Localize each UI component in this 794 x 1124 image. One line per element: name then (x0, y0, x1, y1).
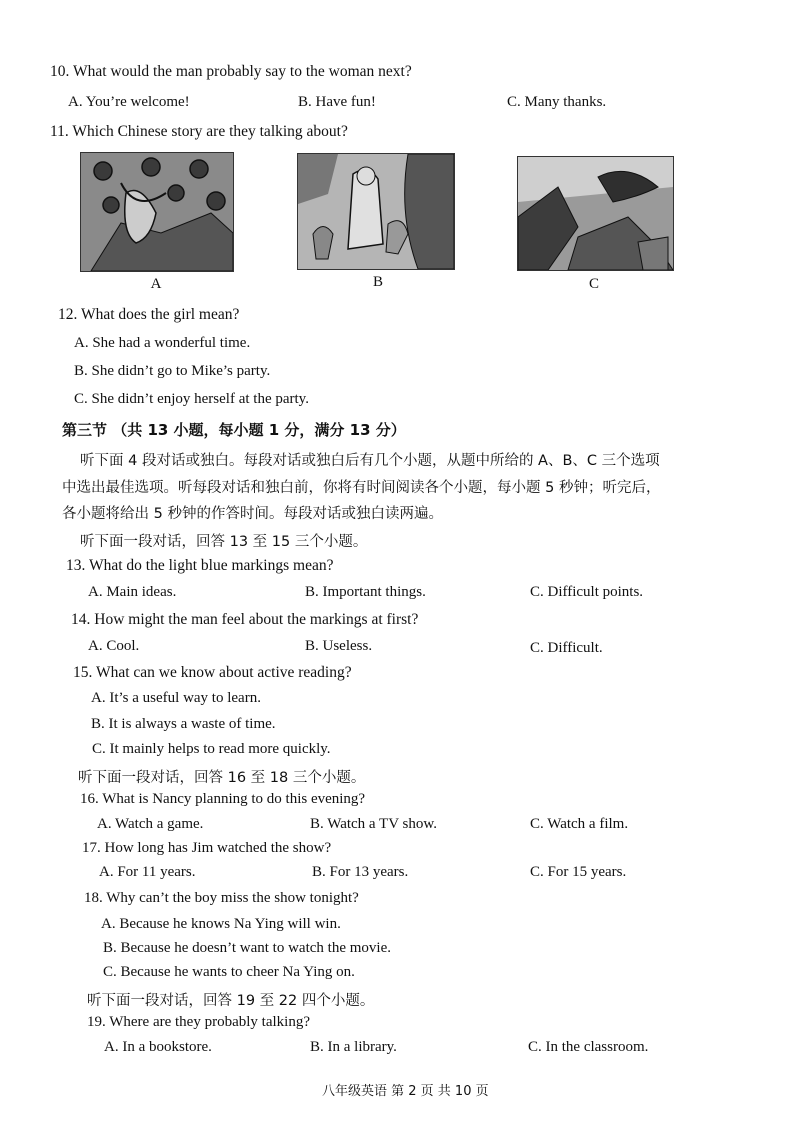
q15-option-a: A. It’s a useful way to learn. (91, 690, 261, 706)
q19-option-b: B. In a library. (310, 1039, 397, 1055)
q19-option-c: C. In the classroom. (528, 1039, 649, 1055)
q17-option-c: C. For 15 years. (530, 864, 627, 880)
q13-option-b: B. Important things. (305, 584, 426, 600)
q16-option-a: A. Watch a game. (97, 816, 204, 832)
picture-a (80, 152, 234, 272)
section-title: 第三节 （共 13 小题，每小题 1 分，满分 13 分） (62, 421, 406, 439)
group-2-instruction: 听下面一段对话，回答 16 至 18 三个小题。 (78, 770, 366, 786)
q15-option-c: C. It mainly helps to read more quickly. (92, 741, 331, 757)
q17-option-b: B. For 13 years. (312, 864, 409, 880)
q16-option-c: C. Watch a film. (530, 816, 629, 832)
q18-option-a: A. Because he knows Na Ying will win. (101, 916, 341, 932)
q18-stem: 18. Why can’t the boy miss the show tonight? (84, 890, 359, 906)
picture-c (517, 156, 674, 271)
instruction-line-1: 听下面 4 段对话或独白。每段对话或独白后有几个小题，从题中所给的 A、B、C 三个选项 (80, 453, 660, 469)
q14-stem: 14. How might the man feel about the markings at first? (71, 611, 419, 628)
q17-stem: 17. How long has Jim watched the show? (82, 840, 332, 856)
q16-stem: 16. What is Nancy planning to do this evening? (80, 791, 366, 807)
q18-option-c: C. Because he wants to cheer Na Ying on. (103, 964, 355, 980)
q12-stem: 12. What does the girl mean? (58, 306, 240, 323)
q10-option-c: C. Many thanks. (507, 94, 607, 110)
picture-c-label: C (588, 276, 599, 292)
q14-option-b: B. Useless. (305, 638, 373, 654)
q19-stem: 19. Where are they probably talking? (87, 1014, 310, 1030)
q10-option-a: A. You’re welcome! (68, 94, 190, 110)
group-3-instruction: 听下面一段对话，回答 19 至 22 四个小题。 (87, 993, 375, 1009)
q10-stem: 10. What would the man probably say to the woman next? (50, 63, 412, 80)
q13-option-a: A. Main ideas. (88, 584, 177, 600)
q10-option-b: B. Have fun! (298, 94, 376, 110)
q13-stem: 13. What do the light blue markings mean? (66, 557, 334, 574)
picture-a-label: A (150, 276, 162, 292)
q13-option-c: C. Difficult points. (530, 584, 644, 600)
instruction-line-3: 各小题将给出 5 秒钟的作答时间。每段对话或独白读两遍。 (62, 506, 443, 522)
q11-stem: 11. Which Chinese story are they talking about? (50, 123, 348, 140)
q18-option-b: B. Because he doesn’t want to watch the movie. (103, 940, 391, 956)
q15-option-b: B. It is always a waste of time. (91, 716, 276, 732)
picture-b (297, 153, 455, 270)
q12-option-a: A. She had a wonderful time. (74, 335, 251, 351)
q16-option-b: B. Watch a TV show. (310, 816, 437, 832)
q15-stem: 15. What can we know about active reading? (73, 664, 352, 681)
q12-option-c: C. She didn’t enjoy herself at the party. (74, 391, 309, 407)
q12-option-b: B. She didn’t go to Mike’s party. (74, 363, 271, 379)
q14-option-a: A. Cool. (88, 638, 140, 654)
q14-option-c: C. Difficult. (530, 640, 603, 656)
q17-option-a: A. For 11 years. (99, 864, 196, 880)
picture-b-label: B (372, 274, 383, 290)
q19-option-a: A. In a bookstore. (104, 1039, 212, 1055)
page-footer: 八年级英语 第 2 页 共 10 页 (322, 1084, 489, 1099)
group-1-instruction: 听下面一段对话，回答 13 至 15 三个小题。 (80, 534, 368, 550)
instruction-line-2: 中选出最佳选项。听每段对话和独白前，你将有时间阅读各个小题，每小题 5 秒钟；听完后， (62, 480, 661, 496)
